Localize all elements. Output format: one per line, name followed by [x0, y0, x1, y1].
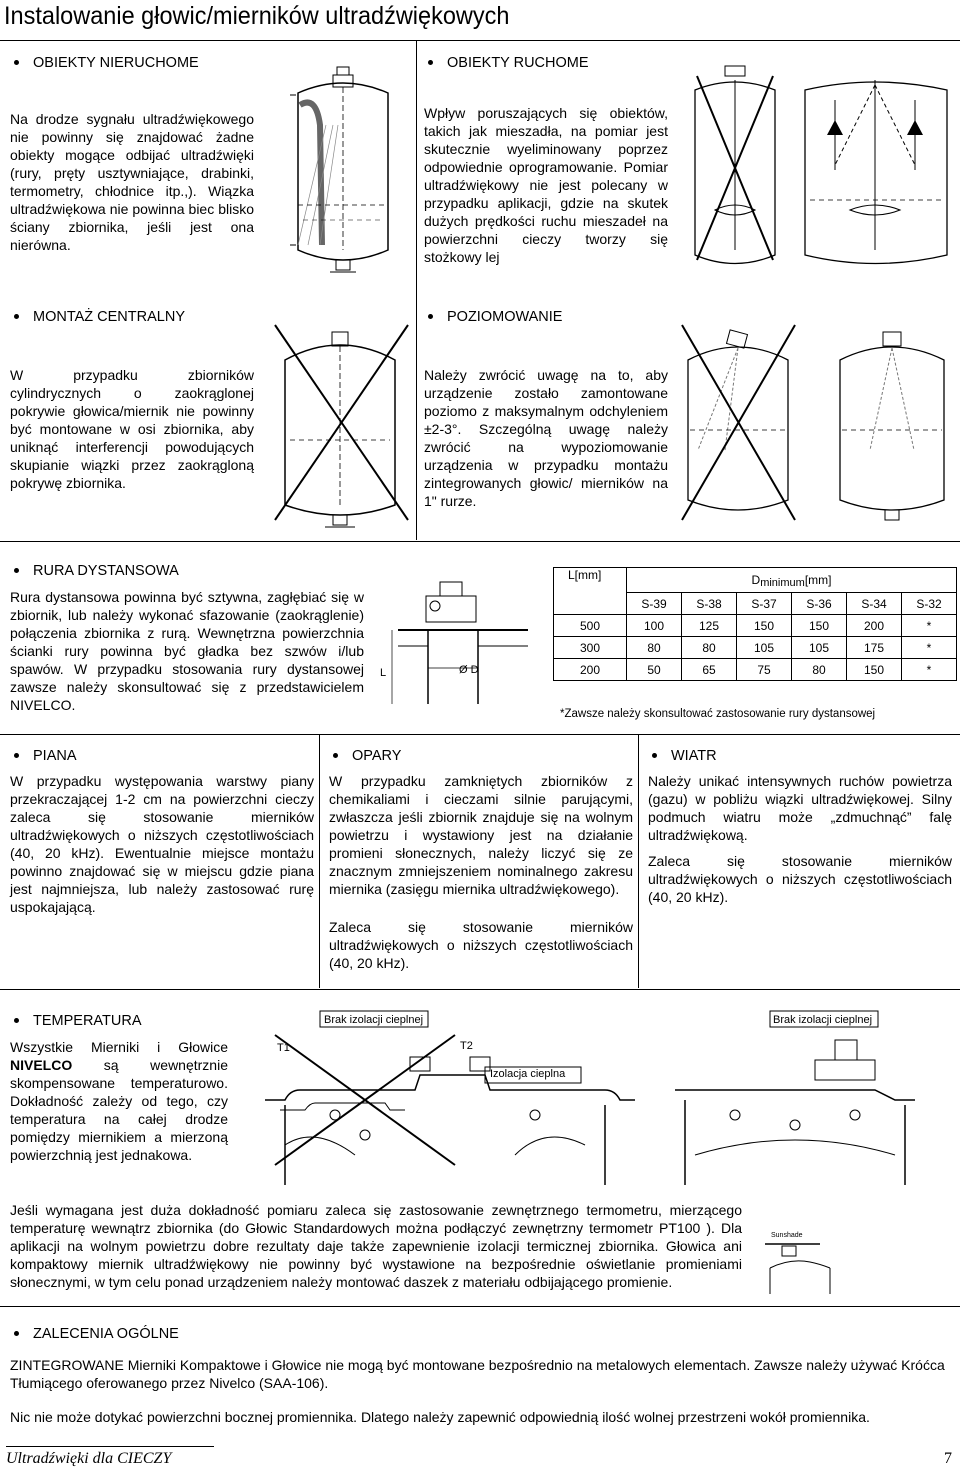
- table-col-header: S-32: [902, 593, 957, 615]
- heading-montaz: MONTAŻ CENTRALNY: [14, 309, 185, 325]
- table-cell: [554, 593, 627, 615]
- table-cell: 75: [737, 659, 792, 681]
- page-title: Instalowanie głowic/mierników ultradźwiękowych: [4, 2, 510, 30]
- footer-title: Ultradźwięki dla CIECZY: [6, 1450, 172, 1467]
- table-cell: 150: [792, 615, 847, 637]
- bullet-icon: [428, 314, 433, 319]
- text-nieruchome: Na drodze sygnału ultradźwiękowego nie powinny się znajdować żadne obiekty mogące odbijać ultradźwięki (rury, pręty usztywniające, drabinki, termometry, chłodnice itp.,). Wiązka ultradźwiękowa nie powinna biec blisko ściany zbiornika, jeśli jest ona nierówna.: [10, 111, 254, 253]
- text-wiatr-2: Zaleca się stosowanie mierników ultradźwiękowych o niższych częstotliwościach (40, 20 kHz).: [648, 853, 952, 905]
- text-montaz: W przypadku zbiorników cylindrycznych o zaokrąglonej pokrywie głowica/miernik nie powinny być montowane w osi zbiornika, aby uniknąć interferencji powodujących skupianie wiązki przez zaokrągloną pokrywę zbiornika.: [10, 367, 254, 491]
- heading-ruchome: OBIEKTY RUCHOME: [428, 55, 589, 71]
- temperature-diagram: [255, 1005, 955, 1190]
- table-cell: *: [902, 615, 957, 637]
- table-note: *Zawsze należy skonsultować zastosowanie rury dystansowej: [560, 708, 876, 720]
- table-cell: 65: [682, 659, 737, 681]
- page-number: 7: [944, 1450, 952, 1467]
- label-length: L: [380, 667, 387, 679]
- table-header-d: Dminimum[mm]: [627, 568, 957, 593]
- table-cell: 150: [737, 615, 792, 637]
- heading-zalecenia: ZALECENIA OGÓLNE: [14, 1326, 179, 1342]
- text-ruchome: Wpływ poruszających się obiektów, takich jak mieszadła, na pomiar jest skutecznie wyeliminowany poprzez odpowiednie oprogramowanie. Pomiar ultradźwiękowy nie jest polecany w przypadku aplikacji, gdzie na skutek dużych prędkości ruchu mieszadeł na powierzchni cieczy tworzy się stożkowy lej: [424, 105, 668, 265]
- section-divider: [0, 989, 960, 990]
- table-col-header: S-38: [682, 593, 737, 615]
- table-col-header: S-34: [847, 593, 902, 615]
- text-zalecenia-2: Nic nie może dotykać powierzchni bocznej promiennika. Dlatego należy zapewnić odpowiednią ilość wolnej przestrzeni wokół promiennika.: [10, 1409, 870, 1425]
- table-cell: 200: [847, 615, 902, 637]
- table-col-header: S-39: [627, 593, 682, 615]
- heading-temperatura: TEMPERATURA: [14, 1013, 142, 1029]
- table-cell: 500: [554, 615, 627, 637]
- table-cell: 125: [682, 615, 737, 637]
- label-t2: T2: [460, 1040, 473, 1052]
- label-brak-izolacji-2: Brak izolacji cieplnej: [773, 1014, 873, 1026]
- table-subheader-row: [554, 593, 957, 615]
- table-row: [554, 615, 957, 637]
- table-cell: 175: [847, 637, 902, 659]
- table-cell: 50: [627, 659, 682, 681]
- column-divider: [319, 735, 320, 988]
- table-cell: 200: [554, 659, 627, 681]
- tank-diagram-mixers: [685, 60, 955, 280]
- table-header-row: [554, 568, 957, 593]
- table-cell: 150: [847, 659, 902, 681]
- bullet-icon: [652, 753, 657, 758]
- heading-rura: RURA DYSTANSOWA: [14, 563, 179, 579]
- text-rura: Rura dystansowa powinna być sztywna, zagłębiać się w zbiornik, lub należy wykonać sfazowanie (zaokrąglenie) połączenia zbiornika z rurą. Wewnętrzna powierzchnia ścianki rury powinna być gładka bez szwów i/lub spawów. W przypadku stosowania rury dystansowej zawsze należy skonsultować się z przedstawicielem NIVELCO.: [10, 589, 364, 713]
- table-cell: 80: [627, 637, 682, 659]
- table-cell: 100: [627, 615, 682, 637]
- bullet-icon: [333, 753, 338, 758]
- table-cell: 80: [682, 637, 737, 659]
- bullet-icon: [14, 753, 19, 758]
- label-t1: T1: [277, 1042, 290, 1054]
- table-header-l: L[mm]: [554, 568, 627, 593]
- section-divider: [0, 1306, 960, 1307]
- table-row: [554, 659, 957, 681]
- table-cell: 80: [792, 659, 847, 681]
- bullet-icon: [14, 314, 19, 319]
- label-izolacja: Izolacja cieplna: [490, 1068, 566, 1080]
- text-wiatr-1: Należy unikać intensywnych ruchów powietrza (gazu) w pobliżu wiązki ultradźwiękowej. Silny podmuch wiatru może „zdmuchnąć” falę ultradźwiękową.: [648, 773, 952, 843]
- label-diameter: Ø D: [459, 664, 479, 676]
- label-brak-izolacji-1: Brak izolacji cieplnej: [324, 1014, 424, 1026]
- text-temperatura-paragraph: Jeśli wymagana jest duża dokładność pomiaru zaleca się zastosowanie zewnętrznego termometru, mierzącego temperaturę wewnątrz zbiornika (do Głowic Standardowych można podłączyć zewnętrzny termometr PT100 ). Dla aplikacji na wolnym powietrzu dobre rezultaty daje także zapewnienie izolacji termicznej zbiornika. Głowica ani kompaktowy miernik ultradźwiękowy nie powinny być wystawione na bezpośrednie oświetlanie promieniami słonecznymi, w tym celu ponad urządzeniem należy montować daszek z materiału odbijającego promienie.: [10, 1202, 742, 1290]
- table-cell: *: [902, 659, 957, 681]
- table-col-header: S-36: [792, 593, 847, 615]
- text-piana: W przypadku występowania warstwy piany przekraczającej 1-2 cm na powierzchni cieczy zaleca się stosowanie mierników ultradźwiękowych o niższych częstotliwościach (40, 20 kHz). Ewentualnie miejsce montażu powinno znajdować się w miejscu gdzie piana jest najmniejsza, lub należy zastosować rurę uspokajającą.: [10, 773, 314, 915]
- text-zalecenia-1: ZINTEGROWANE Mierniki Kompaktowe i Głowice nie mogą być montowane bezpośrednio na metalowych elementach. Zawsze należy używać Króćca Tłumiącego oferowanego przez Nivelco (SAA-106).: [10, 1357, 945, 1391]
- standpipe-table: [553, 567, 957, 681]
- section-divider: [0, 734, 960, 735]
- text-temperatura: Wszystkie Mierniki i Głowice NIVELCO są wewnętrznie skompensowane temperaturowo. Dokładność zależy od tego, czy temperatura na całej drodze pomiędzy miernikiem a mierzoną powierzchnią jest jednakowa.: [10, 1039, 228, 1163]
- table-col-header: S-37: [737, 593, 792, 615]
- footer-rule: [6, 1446, 214, 1447]
- heading-wiatr: WIATR: [652, 748, 717, 764]
- table-cell: 105: [737, 637, 792, 659]
- label-sunshade: Sunshade: [771, 1232, 803, 1239]
- column-divider: [638, 735, 639, 988]
- tank-diagram-central-mount: [270, 320, 412, 540]
- table-cell: 105: [792, 637, 847, 659]
- bullet-icon: [14, 1018, 19, 1023]
- title-divider: [0, 40, 960, 41]
- table-cell: *: [902, 637, 957, 659]
- heading-nieruchome: OBIEKTY NIERUCHOME: [14, 55, 199, 71]
- bullet-icon: [14, 60, 19, 65]
- heading-opary: OPARY: [333, 748, 401, 764]
- bullet-icon: [428, 60, 433, 65]
- tank-diagram-leveling: [680, 320, 955, 535]
- section-divider: [0, 541, 960, 542]
- column-divider: [416, 41, 417, 540]
- text-poziomowanie: Należy zwrócić uwagę na to, aby urządzenie zostało zamontowane poziomo z maksymalnym odchyleniem ±2-3°. Szczególną uwagę należy zwrócić na wypoziomowanie urządzenia w przypadku montażu zintegrowanych głowic/ mierników na 1" rurze.: [424, 367, 668, 509]
- heading-poziomowanie: POZIOMOWANIE: [428, 309, 562, 325]
- text-opary-2: Zaleca się stosowanie mierników ultradźwiękowych o niższych częstotliwościach (40, 20 kHz).: [329, 919, 633, 971]
- text-opary-1: W przypadku zamkniętych zbiorników z chemikaliami i cieczami silnie parującymi, zwłaszcza jeśli zbiornik znajduje się na wolnym powietrzu i wystawiony jest na działanie promieni słonecznych, należy liczyć się ze znacznym zmniejszeniem nominalnego zakresu miernika (zasięgu miernika ultradźwiękowego).: [329, 773, 633, 897]
- bullet-icon: [14, 568, 19, 573]
- tank-diagram-obstacles: [278, 65, 408, 275]
- standpipe-diagram: [388, 578, 538, 708]
- bullet-icon: [14, 1331, 19, 1336]
- heading-piana: PIANA: [14, 748, 77, 764]
- table-row: [554, 637, 957, 659]
- table-cell: 300: [554, 637, 627, 659]
